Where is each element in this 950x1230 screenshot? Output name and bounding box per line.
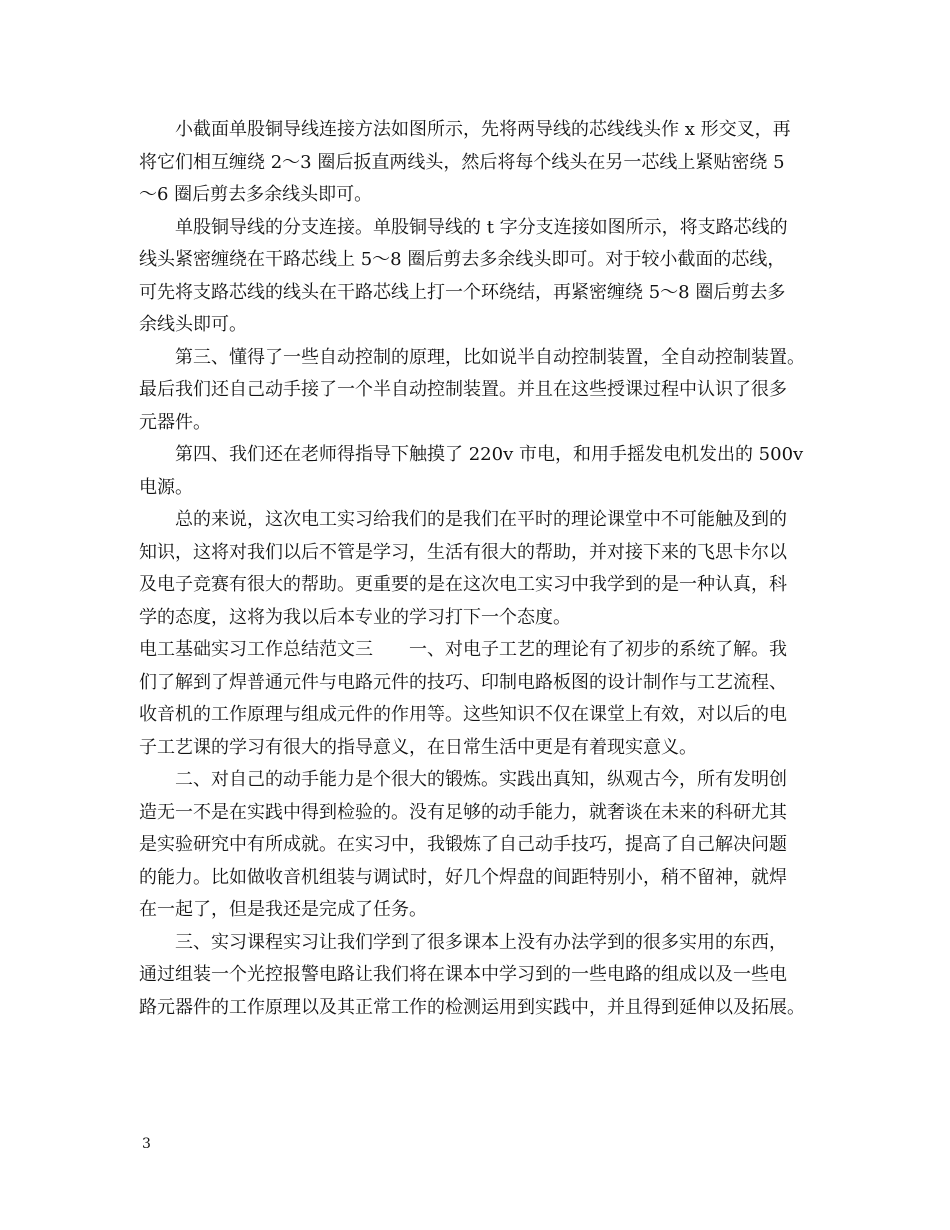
text-line: 学的态度，这将为我以后本专业的学习打下一个态度。: [139, 606, 571, 628]
text-line: 第三、懂得了一些自动控制的原理，比如说半自动控制装置，全自动控制装置。: [139, 346, 805, 368]
text-line: 的能力。比如做收音机组装与调试时，好几个焊盘的间距特别小，稍不留神，就焊: [139, 866, 787, 888]
text-line: 余线头即可。: [139, 314, 247, 335]
text-line: 们了解到了焊普通元件与电路元件的技巧、印制电路板图的设计制作与工艺流程、: [139, 671, 787, 693]
text-line: 总的来说，这次电工实习给我们的是我们在平时的理论课堂中不可能触及到的: [139, 509, 787, 530]
text-line: 二、对自己的动手能力是个很大的锻炼。实践出真知，纵观古今，所有发明创: [139, 769, 787, 790]
text-line: 可先将支路芯线的线头在干路芯线上打一个环绕结，再紧密缠绕 5～8 圈后剪去多: [139, 281, 786, 303]
page-number: 3: [142, 1136, 151, 1152]
text-line: 造无一不是在实践中得到检验的。没有足够的动手能力，就奢谈在未来的科研尤其: [139, 801, 787, 823]
text-line: 最后我们还自己动手接了一个半自动控制装置。并且在这些授课过程中认识了很多: [139, 379, 787, 400]
text-line: 子工艺课的学习有很大的指导意义，在日常生活中更是有着现实意义。: [139, 736, 697, 758]
text-line: 单股铜导线的分支连接。单股铜导线的 t 字分支连接如图所示，将支路芯线的: [139, 216, 788, 238]
text-line: 将它们相互缠绕 2～3 圈后扳直两线头，然后将每个线头在另一芯线上紧贴密绕 5: [139, 151, 785, 173]
text-line: 是实验研究中有所成就。在实习中，我锻炼了自己动手技巧，提高了自己解决问题: [139, 834, 787, 855]
text-line: 通过组装一个光控报警电路让我们将在课本中学习到的一些电路的组成以及一些电: [139, 964, 787, 985]
text-line: 小截面单股铜导线连接方法如图所示，先将两导线的芯线线头作 x 形交叉，再: [139, 119, 791, 140]
text-line: 电源。: [139, 476, 193, 498]
text-line: 及电子竞赛有很大的帮助。更重要的是在这次电工实习中我学到的是一种认真，科: [139, 574, 787, 595]
text-line: 在一起了，但是我还是完成了任务。: [139, 899, 427, 920]
document-body: [139, 114, 814, 1024]
text-line: ～6 圈后剪去多余线头即可。: [139, 184, 373, 205]
text-line: 电工基础实习工作总结范文三 一、对电子工艺的理论有了初步的系统了解。我: [139, 639, 787, 660]
text-line: 路元器件的工作原理以及其正常工作的检测运用到实践中，并且得到延伸以及拓展。: [139, 996, 805, 1018]
text-line: 三、实习课程实习让我们学到了很多课本上没有办法学到的很多实用的东西，: [139, 931, 787, 953]
text-line: 第四、我们还在老师得指导下触摸了 220v 市电，和用手摇发电机发出的 500v: [139, 444, 804, 465]
text-line: 元器件。: [139, 411, 211, 433]
text-line: 知识，这将对我们以后不管是学习，生活有很大的帮助，并对接下来的飞思卡尔以: [139, 541, 787, 563]
text-line: 收音机的工作原理与组成元件的作用等。这些知识不仅在课堂上有效，对以后的电: [139, 704, 787, 725]
text-line: 线头紧密缠绕在干路芯线上 5～8 圈后剪去多余线头即可。对于较小截面的芯线，: [139, 249, 786, 270]
